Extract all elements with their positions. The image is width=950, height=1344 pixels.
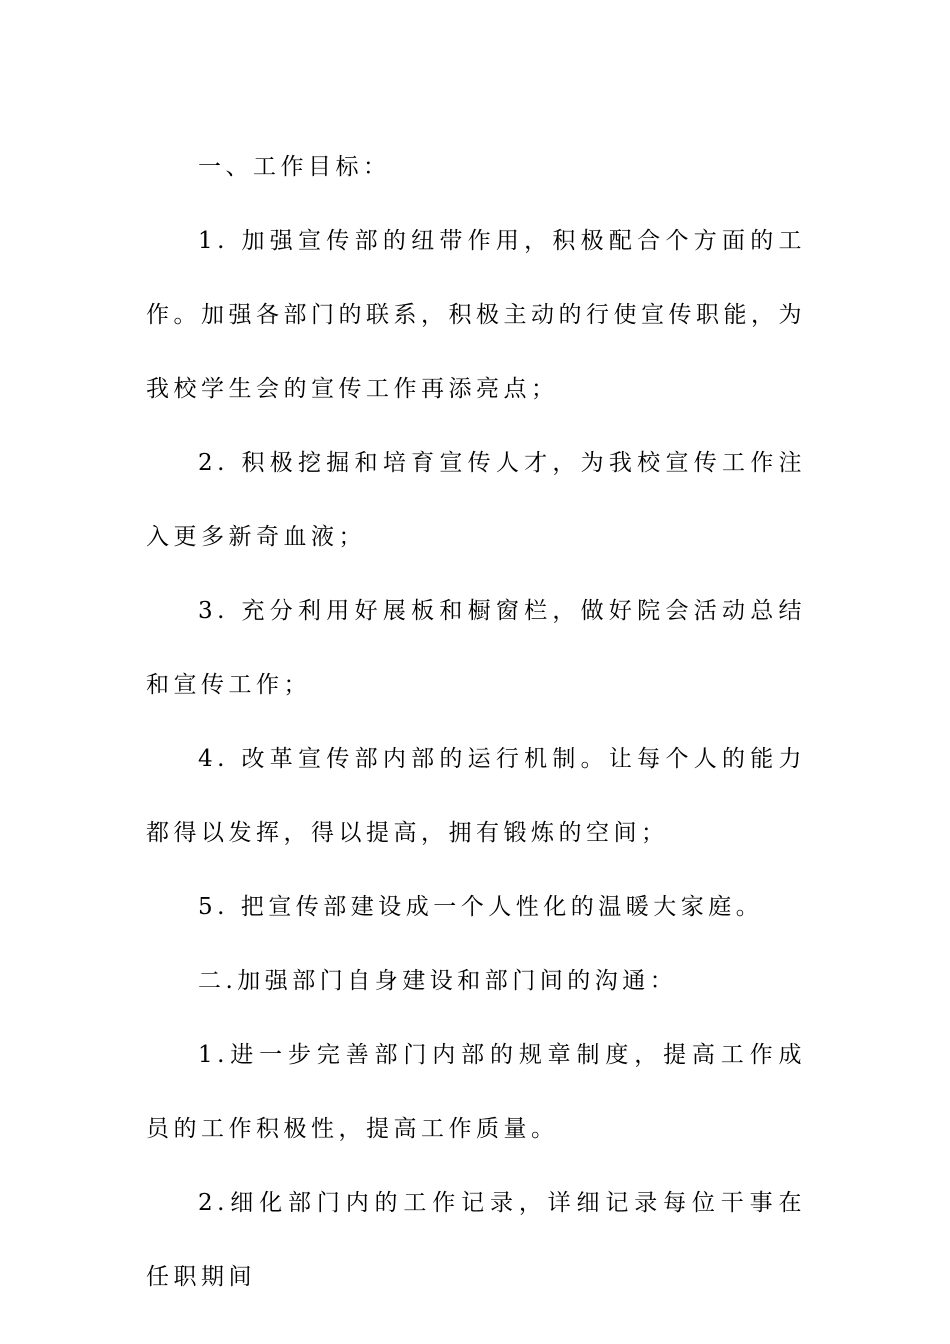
paragraph-goal-2: 2. 积极挖掘和培育宣传人才，为我校宣传工作注入更多新奇血液； [146, 450, 806, 550]
section-heading-communication: 二.加强部门自身建设和部门间的沟通： [198, 968, 678, 994]
paragraph-communication-1: 1.进一步完善部门内部的规章制度，提高工作成员的工作积极性，提高工作质量。 [146, 1042, 806, 1142]
paragraph-communication-2: 2.细化部门内的工作记录，详细记录每位干事在任职期间 [146, 1190, 806, 1290]
document-body [146, 130, 806, 1314]
paragraph-goal-5: 5. 把宣传部建设成一个人性化的温暖大家庭。 [198, 894, 764, 920]
paragraph-goal-1: 1. 加强宣传部的纽带作用，积极配合个方面的工作。加强各部门的联系，积极主动的行使宣传职能，为我校学生会的宣传工作再添亮点； [146, 228, 806, 402]
section-heading-goals: 一、工作目标： [198, 154, 391, 180]
paragraph-goal-4: 4. 改革宣传部内部的运行机制。让每个人的能力都得以发挥，得以提高，拥有锻炼的空间； [146, 746, 806, 846]
paragraph-goal-3: 3. 充分利用好展板和橱窗栏，做好院会活动总结和宣传工作； [146, 598, 806, 698]
